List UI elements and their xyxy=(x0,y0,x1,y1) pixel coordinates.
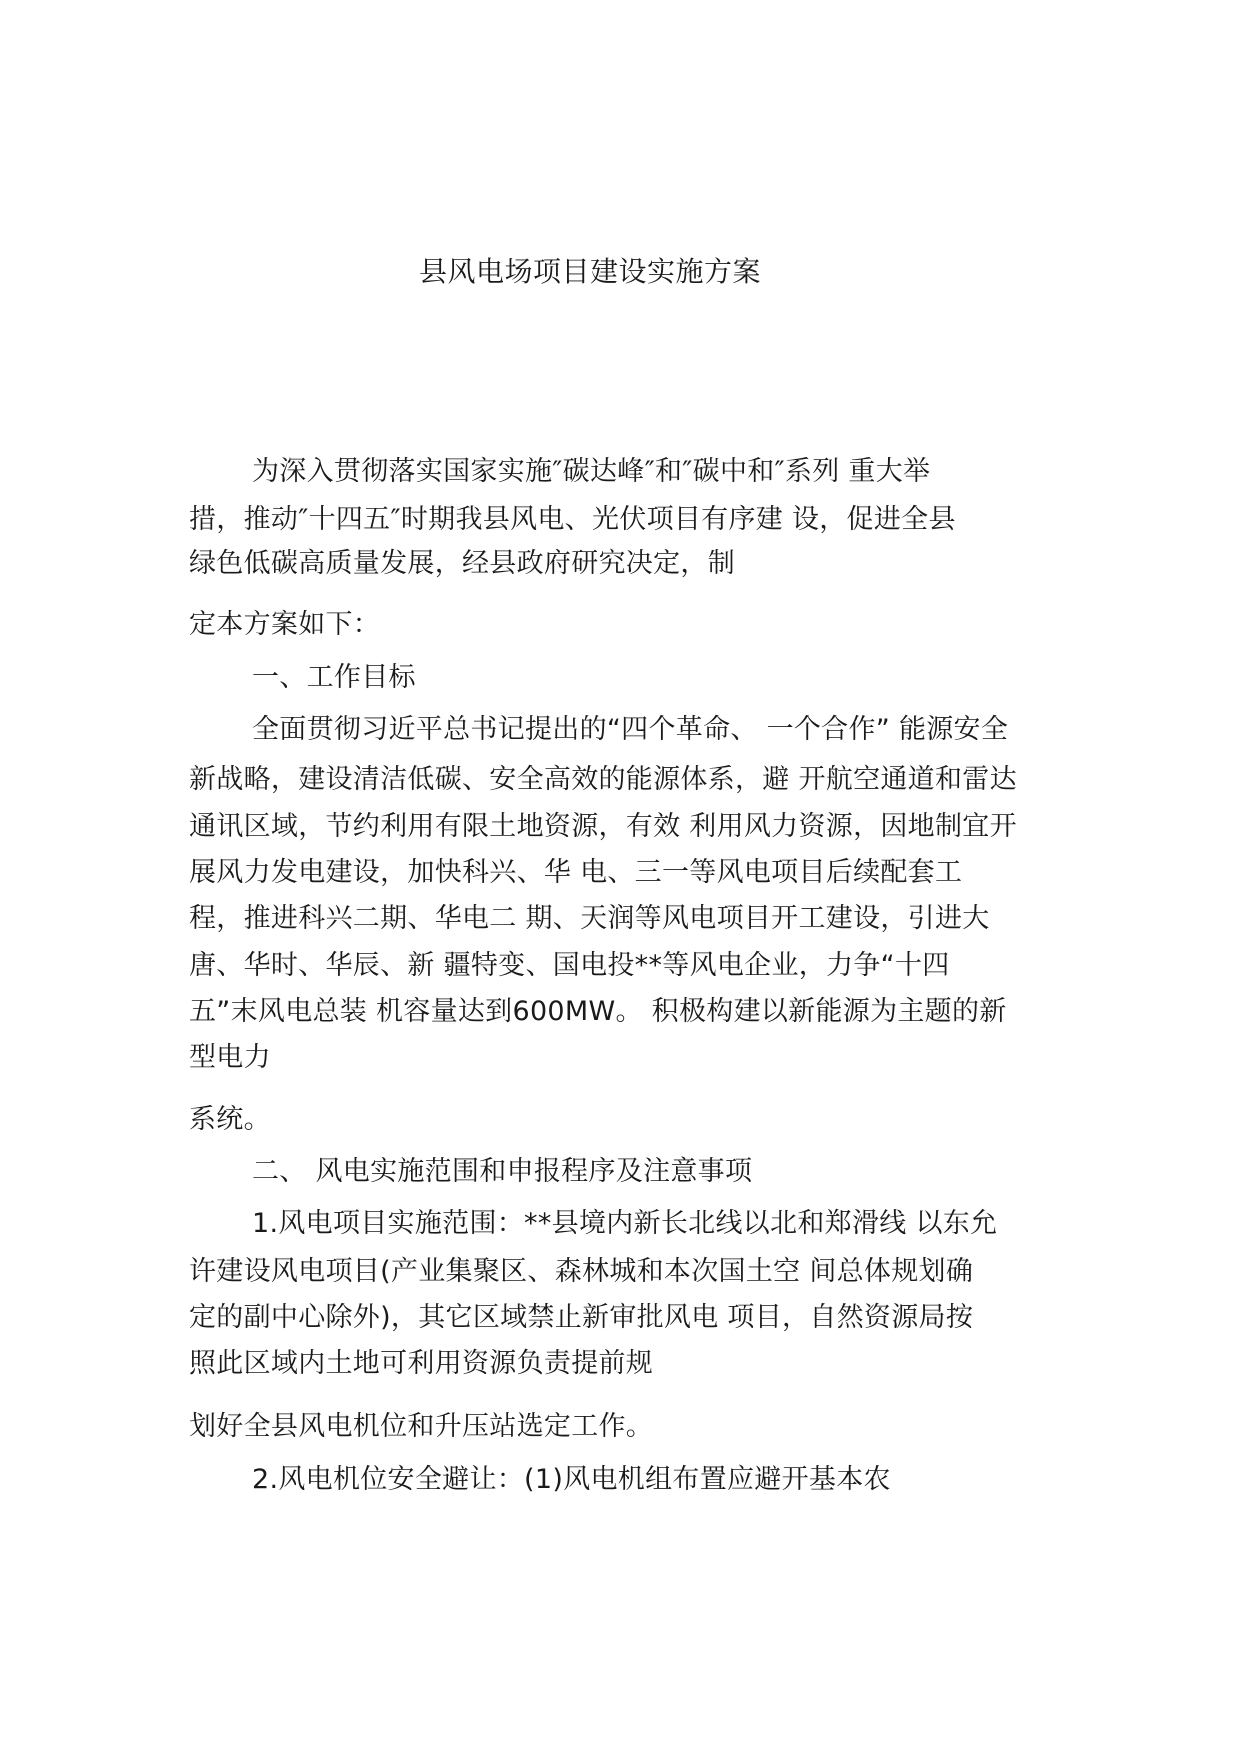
paragraph-line: 全面贯彻习近平总书记提出的“四个革命、 一个合作” 能源安全 xyxy=(252,714,1009,745)
paragraph-line: 许建设风电项目(产业集聚区、森林城和本次国土空 间总体规划确 xyxy=(189,1256,974,1287)
paragraph-line: 通讯区域，节约利用有限土地资源，有效 利用风力资源，因地制宜开 xyxy=(189,811,1017,842)
paragraph-line: 定本方案如下： xyxy=(189,609,381,640)
paragraph-line: 照此区域内土地可利用资源负责提前规 xyxy=(189,1348,654,1379)
paragraph-line: 型电力 xyxy=(189,1042,271,1073)
paragraph-line: 划好全县风电机位和升压站选定工作。 xyxy=(189,1411,654,1442)
paragraph-line: 新战略，建设清洁低碳、安全高效的能源体系，避 开航空通道和雷达 xyxy=(189,764,1017,795)
paragraph-line: 展风力发电建设，加快科兴、华 电、三一等风电项目后续配套工 xyxy=(189,857,963,888)
paragraph-line: 唐、华时、华辰、新 疆特变、国电投**等风电企业，力争“十四 xyxy=(189,950,950,981)
paragraph-line: 程，推进科兴二期、华电二 期、天润等风电项目开工建设，引进大 xyxy=(189,903,990,934)
section-heading: 一、工作目标 xyxy=(252,662,416,693)
document-title: 县风电场项目建设实施方案 xyxy=(418,255,761,288)
paragraph-line: 系统。 xyxy=(189,1104,271,1135)
paragraph-line: 2.风电机位安全避让：(1)风电机组布置应避开基本农 xyxy=(252,1464,891,1495)
section-heading: 二、 风电实施范围和申报程序及注意事项 xyxy=(252,1156,753,1187)
paragraph-line: 1.风电项目实施范围：**县境内新长北线以北和郑滑线 以东允 xyxy=(252,1208,998,1239)
paragraph-line: 定的副中心除外)，其它区域禁止新审批风电 项目，自然资源局按 xyxy=(189,1302,974,1333)
paragraph-line: 五”末风电总装 机容量达到600MW。 积极构建以新能源为主题的新 xyxy=(189,996,1007,1027)
paragraph-line: 措，推动″十四五″时期我县风电、光伏项目有序建 设，促进全县 xyxy=(189,504,956,535)
paragraph-line: 绿色低碳高质量发展，经县政府研究决定，制 xyxy=(189,548,735,579)
paragraph-line: 为深入贯彻落实国家实施″碳达峰″和″碳中和″系列 重大举 xyxy=(252,456,931,487)
